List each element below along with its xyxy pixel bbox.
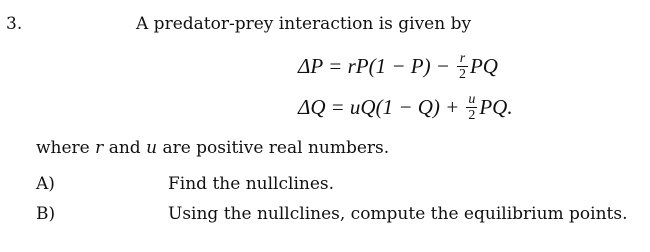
problem-intro: A predator-prey interaction is given by [136, 14, 472, 34]
part-b-label: B) [36, 204, 56, 224]
where-statement [36, 138, 389, 158]
fraction [466, 92, 477, 123]
equation-rhs-after: PQ [469, 53, 498, 78]
fraction-numerator: u [468, 91, 476, 107]
fraction-numerator: r [459, 50, 466, 66]
problem-number: 3. [6, 14, 23, 34]
part-a-text: Find the nullclines. [168, 174, 335, 194]
equation-delta-q [298, 85, 513, 129]
where-prefix: where [36, 138, 90, 158]
equation-rhs-before: = rP(1 − P) − [328, 53, 450, 78]
where-var-u: u [146, 138, 158, 158]
fraction [457, 51, 468, 82]
where-and: and [108, 138, 141, 158]
where-var-r: r [95, 138, 104, 158]
part-a-label: A) [36, 174, 55, 194]
equation-rhs-before: = uQ(1 − Q) + [330, 94, 460, 119]
equation-lhs: ΔQ [298, 94, 326, 119]
equation-rhs-after: PQ. [479, 94, 513, 119]
part-b-text: Using the nullclines, compute the equilibrium points. [168, 204, 628, 224]
equation-lhs: ΔP [298, 53, 324, 78]
equation-delta-p [298, 44, 498, 88]
where-suffix: are positive real numbers. [162, 138, 390, 158]
fraction-denominator: 2 [468, 107, 476, 123]
fraction-denominator: 2 [458, 66, 466, 82]
